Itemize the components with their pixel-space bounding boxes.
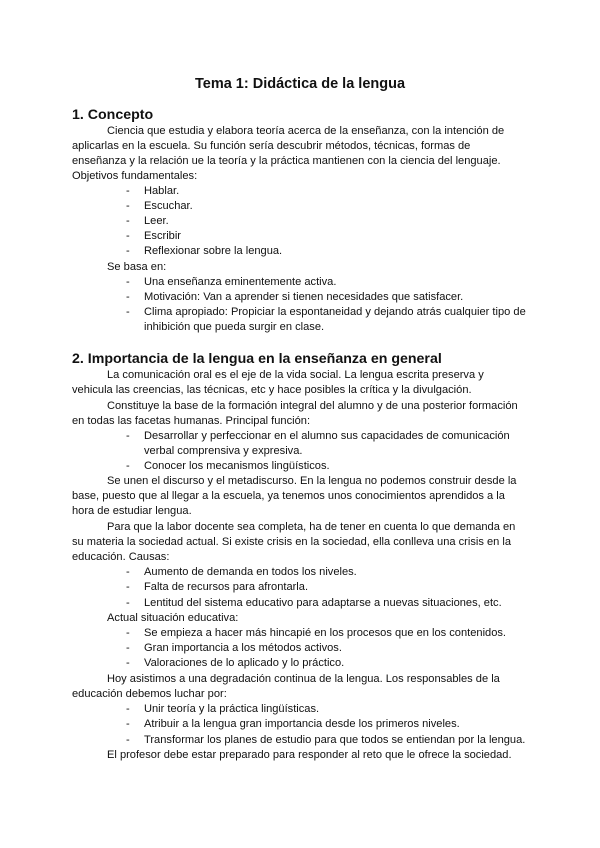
base-label: Se basa en: [107, 261, 167, 273]
bullet-dash: - [126, 185, 130, 197]
list-item: Gran importancia a los métodos activos. [144, 642, 342, 654]
bullet-dash: - [126, 734, 130, 746]
paragraph-line: Constituye la base de la formación integral del alumno y de una posterior formación [107, 400, 518, 412]
list-item: Escuchar. [144, 200, 193, 212]
list-item: Clima apropiado: Propiciar la espontaneidad y dejando atrás cualquier tipo de [144, 306, 526, 318]
list-item: Se empieza a hacer más hincapié en los procesos que en los contenidos. [144, 627, 506, 639]
list-item: Leer. [144, 215, 169, 227]
list-item: Falta de recursos para afrontarla. [144, 581, 309, 593]
document-title: Tema 1: Didáctica de la lengua [194, 76, 406, 92]
section-heading-concepto: 1. Concepto [72, 107, 154, 123]
bullet-dash: - [126, 245, 130, 257]
list-item: Una enseñanza eminentemente activa. [144, 276, 337, 288]
list-item: Atribuir a la lengua gran importancia desde los primeros niveles. [144, 718, 460, 730]
bullet-dash: - [126, 230, 130, 242]
list-item: Reflexionar sobre la lengua. [144, 245, 283, 257]
paragraph-line: Hoy asistimos a una degradación continua de la lengua. Los responsables de la [107, 673, 500, 685]
bullet-dash: - [126, 627, 130, 639]
paragraph-line: base, puesto que al llegar a la escuela, ya tenemos unos conocimientos aprendidos a la [72, 490, 505, 502]
bullet-dash: - [126, 291, 130, 303]
list-item: Hablar. [144, 185, 180, 197]
bullet-dash: - [126, 566, 130, 578]
paragraph-line: vehicula las creencias, las técnicas, etc y hace posibles la crítica y la divulgación. [72, 384, 472, 396]
bullet-dash: - [126, 703, 130, 715]
paragraph-line: Ciencia que estudia y elabora teoría acerca de la enseñanza, con la intención de [107, 125, 505, 137]
paragraph-line: educación debemos luchar por: [72, 688, 227, 700]
list-item: Conocer los mecanismos lingüísticos. [144, 460, 330, 472]
list-item: Escribir [144, 230, 181, 242]
bullet-dash: - [126, 306, 130, 318]
list-item: Transformar los planes de estudio para que todos se entiendan por la lengua. [144, 734, 526, 746]
list-item-continued: inhibición que pueda surgir en clase. [144, 321, 325, 333]
objetivos-label: Objetivos fundamentales: [72, 170, 198, 182]
section-heading-importancia: 2. Importancia de la lengua en la enseñanza en general [72, 351, 442, 367]
paragraph-line: enseñanza y la relación ue la teoría y la práctica mantienen con la ciencia del lenguaje. [72, 155, 501, 167]
paragraph-line: su materia la sociedad actual. Si existe crisis en la sociedad, ella conlleva una crisis en la [72, 536, 512, 548]
bullet-dash: - [126, 718, 130, 730]
paragraph-line: El profesor debe estar preparado para responder al reto que le ofrece la sociedad. [107, 749, 512, 761]
paragraph-line: en todas las facetas humanas. Principal función: [72, 415, 311, 427]
bullet-dash: - [126, 460, 130, 472]
paragraph-line: Para que la labor docente sea completa, ha de tener en cuenta lo que demanda en [107, 521, 516, 533]
list-item: Aumento de demanda en todos los niveles. [144, 566, 357, 578]
paragraph-line: hora de estudiar lengua. [72, 505, 192, 517]
bullet-dash: - [126, 430, 130, 442]
paragraph-line: educación. Causas: [72, 551, 170, 563]
bullet-dash: - [126, 642, 130, 654]
list-item: Motivación: Van a aprender si tienen necesidades que satisfacer. [144, 291, 464, 303]
paragraph-line: aplicarlas en la escuela. Su función sería descubrir métodos, técnicas, formas de [72, 140, 471, 152]
list-item: Unir teoría y la práctica lingüísticas. [144, 703, 320, 715]
situacion-label: Actual situación educativa: [107, 612, 239, 624]
paragraph-line: Se unen el discurso y el metadiscurso. En la lengua no podemos construir desde la [107, 475, 517, 487]
list-item: Desarrollar y perfeccionar en el alumno sus capacidades de comunicación [144, 430, 510, 442]
bullet-dash: - [126, 276, 130, 288]
bullet-dash: - [126, 215, 130, 227]
list-item-continued: verbal comprensiva y expresiva. [144, 445, 303, 457]
paragraph-line: La comunicación oral es el eje de la vida social. La lengua escrita preserva y [107, 369, 484, 381]
bullet-dash: - [126, 200, 130, 212]
list-item: Lentitud del sistema educativo para adaptarse a nuevas situaciones, etc. [144, 597, 502, 609]
bullet-dash: - [126, 657, 130, 669]
list-item: Valoraciones de lo aplicado y lo práctico. [144, 657, 345, 669]
bullet-dash: - [126, 581, 130, 593]
bullet-dash: - [126, 597, 130, 609]
